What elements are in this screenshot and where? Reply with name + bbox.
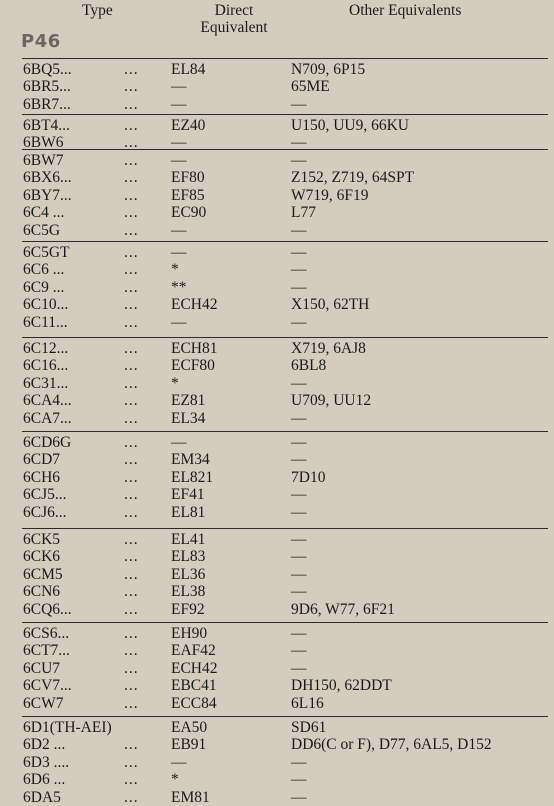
other-equivalents-cell: — xyxy=(291,486,307,504)
valve-type-cell: 6CM5 xyxy=(23,565,63,583)
valve-type-cell: 6BW6 xyxy=(23,134,64,152)
leader-dots: ... xyxy=(124,694,139,712)
leader-dots: ... xyxy=(124,409,139,427)
other-equivalents-cell: — xyxy=(291,531,307,548)
direct-equivalent-cell: — xyxy=(171,244,187,261)
direct-equivalent-cell: EL38 xyxy=(171,583,206,601)
direct-equivalent-cell: EL83 xyxy=(171,548,206,566)
valve-type-cell: 6CQ6... xyxy=(23,600,72,618)
valve-type-cell: 6D3 .... xyxy=(23,753,70,771)
valve-type-cell: 6CV7... xyxy=(23,677,72,695)
valve-type-cell: 6BW7 xyxy=(23,152,64,169)
valve-type-cell: 6DA5 xyxy=(23,788,61,806)
leader-dots: ... xyxy=(124,374,139,392)
direct-equivalent-cell: — xyxy=(171,95,187,113)
direct-equivalent-cell: EL821 xyxy=(171,468,214,486)
direct-equivalent-cell: ** xyxy=(171,278,187,296)
leader-dots: ... xyxy=(124,278,139,296)
group-divider xyxy=(22,149,548,150)
other-equivalents-cell: DH150, 62DDT xyxy=(291,677,392,695)
direct-equivalent-cell: ECF80 xyxy=(171,357,215,375)
direct-equivalent-cell: EM81 xyxy=(171,788,210,806)
valve-type-cell: 6C10... xyxy=(23,296,69,314)
valve-type-cell: 6D1(TH-AEI) xyxy=(23,719,112,736)
other-equivalents-cell: — xyxy=(291,261,307,279)
other-equivalents-cell: DD6(C or F), D77, 6AL5, D152 xyxy=(291,736,492,754)
leader-dots: ... xyxy=(124,78,139,96)
valve-type-cell: 6C11... xyxy=(23,313,68,331)
valve-type-cell: 6CA7... xyxy=(23,409,72,427)
direct-equivalent-cell: ECC84 xyxy=(171,694,217,712)
other-equivalents-cell: — xyxy=(291,565,307,583)
leader-dots: ... xyxy=(124,600,139,618)
leader-dots: ... xyxy=(124,677,139,695)
leader-dots: ... xyxy=(124,771,139,789)
group-divider xyxy=(22,241,548,242)
other-equivalents-cell: — xyxy=(291,313,307,331)
other-equivalents-cell: — xyxy=(291,451,307,469)
leader-dots: ... xyxy=(124,392,139,410)
valve-type-cell: 6CJ6... xyxy=(23,503,67,521)
valve-type-cell: 6C4 ... xyxy=(23,204,65,222)
leader-dots: ... xyxy=(124,340,139,357)
other-equivalents-cell: — xyxy=(291,503,307,521)
group-divider xyxy=(22,716,548,717)
leader-dots: ... xyxy=(124,753,139,771)
valve-type-cell: 6CK6 xyxy=(23,548,61,566)
direct-equivalent-cell: — xyxy=(171,313,187,331)
direct-equivalent-cell: EL41 xyxy=(171,531,206,548)
direct-equivalent-cell: EZ40 xyxy=(171,117,206,134)
header-direct-line-1: Direct xyxy=(214,2,254,19)
leader-dots: ... xyxy=(124,357,139,375)
direct-equivalent-cell: EL34 xyxy=(171,409,206,427)
valve-type-cell: 6C5G xyxy=(23,221,61,239)
valve-type-cell: 6C16... xyxy=(23,357,69,375)
leader-dots: ... xyxy=(124,296,139,314)
valve-type-cell: 6BY7... xyxy=(23,186,72,204)
leader-dots: ... xyxy=(124,451,139,469)
other-equivalents-cell: W719, 6F19 xyxy=(291,186,369,204)
valve-type-cell: 6D6 ... xyxy=(23,771,66,789)
direct-equivalent-cell: — xyxy=(171,221,187,239)
valve-type-cell: 6CH6 xyxy=(23,468,61,486)
other-equivalents-cell: — xyxy=(291,659,307,677)
group-divider xyxy=(22,337,548,338)
other-equivalents-cell: — xyxy=(291,583,307,601)
valve-type-cell: 6CD6G xyxy=(23,434,72,451)
other-equivalents-cell: — xyxy=(291,434,307,451)
direct-equivalent-cell: EM34 xyxy=(171,451,210,469)
leader-dots: ... xyxy=(124,565,139,583)
other-equivalents-cell: — xyxy=(291,788,307,806)
direct-equivalent-cell: EBC41 xyxy=(171,677,217,695)
direct-equivalent-cell: EF80 xyxy=(171,169,205,187)
group-divider xyxy=(22,431,548,432)
leader-dots: ... xyxy=(124,468,139,486)
other-equivalents-cell: U150, UU9, 66KU xyxy=(291,117,409,134)
direct-equivalent-cell: * xyxy=(171,374,179,392)
other-equivalents-cell: — xyxy=(291,374,307,392)
other-equivalents-cell: 65ME xyxy=(291,78,330,96)
group-divider xyxy=(22,114,548,115)
leader-dots: ... xyxy=(124,134,139,152)
valve-type-cell: 6CA4... xyxy=(23,392,72,410)
direct-equivalent-cell: — xyxy=(171,434,187,451)
leader-dots: ... xyxy=(124,736,139,754)
leader-dots: ... xyxy=(124,642,139,660)
other-equivalents-cell: — xyxy=(291,244,307,261)
other-equivalents-cell: N709, 6P15 xyxy=(291,61,366,78)
other-equivalents-cell: 6L16 xyxy=(291,694,324,712)
direct-equivalent-cell: EA50 xyxy=(171,719,208,736)
leader-dots: ... xyxy=(124,221,139,239)
valve-type-cell: 6CW7 xyxy=(23,694,64,712)
valve-type-cell: 6C12... xyxy=(23,340,69,357)
other-equivalents-cell: — xyxy=(291,753,307,771)
valve-type-cell: 6CN6 xyxy=(23,583,61,601)
valve-type-cell: 6D2 ... xyxy=(23,736,66,754)
direct-equivalent-cell: EC90 xyxy=(171,204,207,222)
leader-dots: ... xyxy=(124,531,139,548)
direct-equivalent-cell: EF92 xyxy=(171,600,205,618)
leader-dots: ... xyxy=(124,95,139,113)
other-equivalents-cell: 7D10 xyxy=(291,468,326,486)
other-equivalents-cell: — xyxy=(291,771,307,789)
leader-dots: ... xyxy=(124,486,139,504)
leader-dots: ... xyxy=(124,625,139,642)
direct-equivalent-cell: * xyxy=(171,771,179,789)
valve-type-cell: 6CJ5... xyxy=(23,486,67,504)
other-equivalents-cell: 6BL8 xyxy=(291,357,327,375)
leader-dots: ... xyxy=(124,434,139,451)
direct-equivalent-cell: ECH81 xyxy=(171,340,218,357)
leader-dots: ... xyxy=(124,548,139,566)
other-equivalents-cell: — xyxy=(291,548,307,566)
group-divider xyxy=(22,528,548,529)
direct-equivalent-cell: EL36 xyxy=(171,565,206,583)
group-divider xyxy=(22,58,548,59)
other-equivalents-cell: — xyxy=(291,134,307,152)
valve-type-cell: 6BT4... xyxy=(23,117,70,134)
valve-type-cell: 6BX6... xyxy=(23,169,72,187)
header-direct-equivalent xyxy=(186,2,282,36)
leader-dots: ... xyxy=(124,169,139,187)
leader-dots: ... xyxy=(124,788,139,806)
valve-type-cell: 6CS6... xyxy=(23,625,70,642)
leader-dots: ... xyxy=(124,186,139,204)
direct-equivalent-cell: EH90 xyxy=(171,625,208,642)
valve-type-cell: 6C9 ... xyxy=(23,278,65,296)
direct-equivalent-cell: EZ81 xyxy=(171,392,206,410)
direct-equivalent-cell: EL84 xyxy=(171,61,206,78)
direct-equivalent-cell: * xyxy=(171,261,179,279)
other-equivalents-cell: — xyxy=(291,625,307,642)
valve-type-cell: 6CU7 xyxy=(23,659,61,677)
other-equivalents-cell: X150, 62TH xyxy=(291,296,370,314)
direct-equivalent-cell: EL81 xyxy=(171,503,206,521)
other-equivalents-cell: X719, 6AJ8 xyxy=(291,340,366,357)
header-type: Type xyxy=(82,2,113,19)
leader-dots: ... xyxy=(124,117,139,134)
leader-dots: ... xyxy=(124,261,139,279)
other-equivalents-cell: — xyxy=(291,221,307,239)
direct-equivalent-cell: EB91 xyxy=(171,736,207,754)
other-equivalents-cell: — xyxy=(291,278,307,296)
direct-equivalent-cell: ECH42 xyxy=(171,659,218,677)
valve-type-cell: 6CK5 xyxy=(23,531,61,548)
valve-type-cell: 6BQ5... xyxy=(23,61,72,78)
header-other-equivalents: Other Equivalents xyxy=(349,2,462,19)
other-equivalents-cell: 9D6, W77, 6F21 xyxy=(291,600,395,618)
other-equivalents-cell: U709, UU12 xyxy=(291,392,372,410)
direct-equivalent-cell: — xyxy=(171,134,187,152)
leader-dots: ... xyxy=(124,204,139,222)
leader-dots: ... xyxy=(124,244,139,261)
direct-equivalent-cell: — xyxy=(171,152,187,169)
leader-dots: ... xyxy=(124,503,139,521)
leader-dots: ... xyxy=(124,659,139,677)
other-equivalents-cell: — xyxy=(291,642,307,660)
page-id-stamp: P46 xyxy=(21,31,61,52)
direct-equivalent-cell: — xyxy=(171,753,187,771)
leader-dots: ... xyxy=(124,583,139,601)
leader-dots: ... xyxy=(124,61,139,78)
other-equivalents-cell: L77 xyxy=(291,204,316,222)
other-equivalents-cell: — xyxy=(291,409,307,427)
direct-equivalent-cell: ECH42 xyxy=(171,296,218,314)
other-equivalents-cell: — xyxy=(291,95,307,113)
valve-type-cell: 6BR7... xyxy=(23,95,71,113)
header-direct-line-2: Equivalent xyxy=(200,19,268,36)
direct-equivalent-cell: EF41 xyxy=(171,486,205,504)
valve-type-cell: 6C5GT xyxy=(23,244,70,261)
other-equivalents-cell: SD61 xyxy=(291,719,327,736)
direct-equivalent-cell: EAF42 xyxy=(171,642,216,660)
other-equivalents-cell: — xyxy=(291,152,307,169)
other-equivalents-cell: Z152, Z719, 64SPT xyxy=(291,169,415,187)
leader-dots: ... xyxy=(124,152,139,169)
valve-type-cell: 6C6 ... xyxy=(23,261,65,279)
direct-equivalent-cell: — xyxy=(171,78,187,96)
valve-type-cell: 6BR5... xyxy=(23,78,71,96)
valve-type-cell: 6CD7 xyxy=(23,451,61,469)
valve-type-cell: 6C31... xyxy=(23,374,69,392)
valve-type-cell: 6CT7... xyxy=(23,642,70,660)
group-divider xyxy=(22,622,548,623)
leader-dots: ... xyxy=(124,313,139,331)
direct-equivalent-cell: EF85 xyxy=(171,186,205,204)
